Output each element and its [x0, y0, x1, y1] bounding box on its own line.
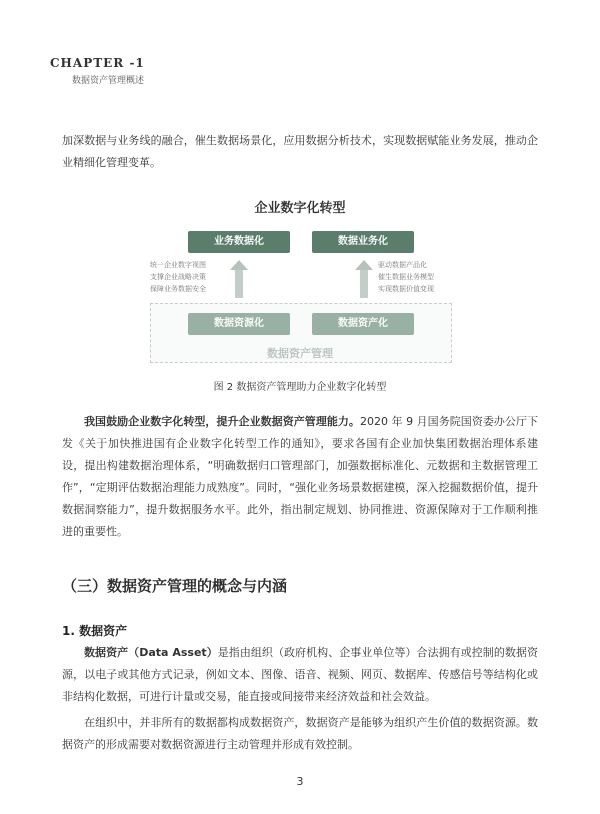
- right-note: 催生数据业务模型: [378, 273, 434, 281]
- box-business-digitization: 业务数据化: [188, 231, 290, 253]
- box-data-resourcing: 数据资源化: [188, 313, 290, 335]
- left-note: 统一企业数字视图: [150, 261, 206, 269]
- figure-title: 企业数字化转型: [254, 201, 346, 216]
- right-note: 实现数据价值变现: [378, 285, 434, 293]
- left-note: 保障业务数据安全: [150, 285, 206, 293]
- chapter-label: CHAPTER -1: [50, 56, 145, 70]
- policy-paragraph: [62, 411, 538, 543]
- asset-definition-paragraph: [62, 642, 538, 708]
- chapter-subtitle: 数据资产管理概述: [72, 76, 145, 86]
- asset-definition-body: 是指由组织（政府机构、企事业单位等）合法拥有或控制的数据资源，以电子或其他方式记录，例如文本、图像、语音、视频、网页、数据库、传感信号等结构化或非结构化数据，可进行计量或交易，能直接或间接带来经济效益和社会效益。: [62, 646, 538, 703]
- section-title: （三）数据资产管理的概念与内涵: [62, 577, 288, 595]
- policy-body: 2020 年 9 月国务院国资委办公厅下发《关于加快推进国有企业数字化转型工作的通知》，要求各国有企业加快集团数据治理体系建设，提出构建数据治理体系，“明确数据归口管理部门，加强数据标准化、元数据和主数据管理工作”，“定期评估数据治理能力成熟度”。同时，“强化业务场景数据建模，深入挖掘数据价值，提升数据洞察能力”，提升数据服务水平。此外，指出制定规划、协同推进、资源保障对于工作顺利推进的重要性。: [62, 415, 539, 538]
- left-note: 支撑企业战略决策: [150, 273, 206, 281]
- figure-caption: 图 2 数据资产管理助力企业数字化转型: [213, 382, 387, 393]
- figure: [150, 197, 450, 362]
- subsection-title: 1. 数据资产: [62, 624, 128, 638]
- box-data-businessization: 数据业务化: [312, 231, 414, 253]
- asset-definition-lead: 数据资产（Data Asset）: [84, 646, 218, 659]
- right-notes: [378, 259, 458, 295]
- policy-lead: 我国鼓励企业数字化转型，提升企业数据资产管理能力。: [84, 415, 360, 428]
- box-data-assetization: 数据资产化: [312, 313, 414, 335]
- region-label: 数据资产管理: [267, 347, 333, 360]
- intro-paragraph: 加深数据与业务线的融合，催生数据场景化，应用数据分析技术，实现数据赋能业务发展，推动企业精细化管理变革。: [62, 134, 538, 169]
- page-number: 3: [296, 775, 304, 788]
- left-notes: [150, 259, 230, 295]
- right-note: 驱动数据产品化: [378, 261, 427, 269]
- asset-note-paragraph: 在组织中，并非所有的数据都构成数据资产，数据资产是能够为组织产生价值的数据资源。数据资产的形成需要对数据资源进行主动管理并形成有效控制。: [62, 716, 538, 751]
